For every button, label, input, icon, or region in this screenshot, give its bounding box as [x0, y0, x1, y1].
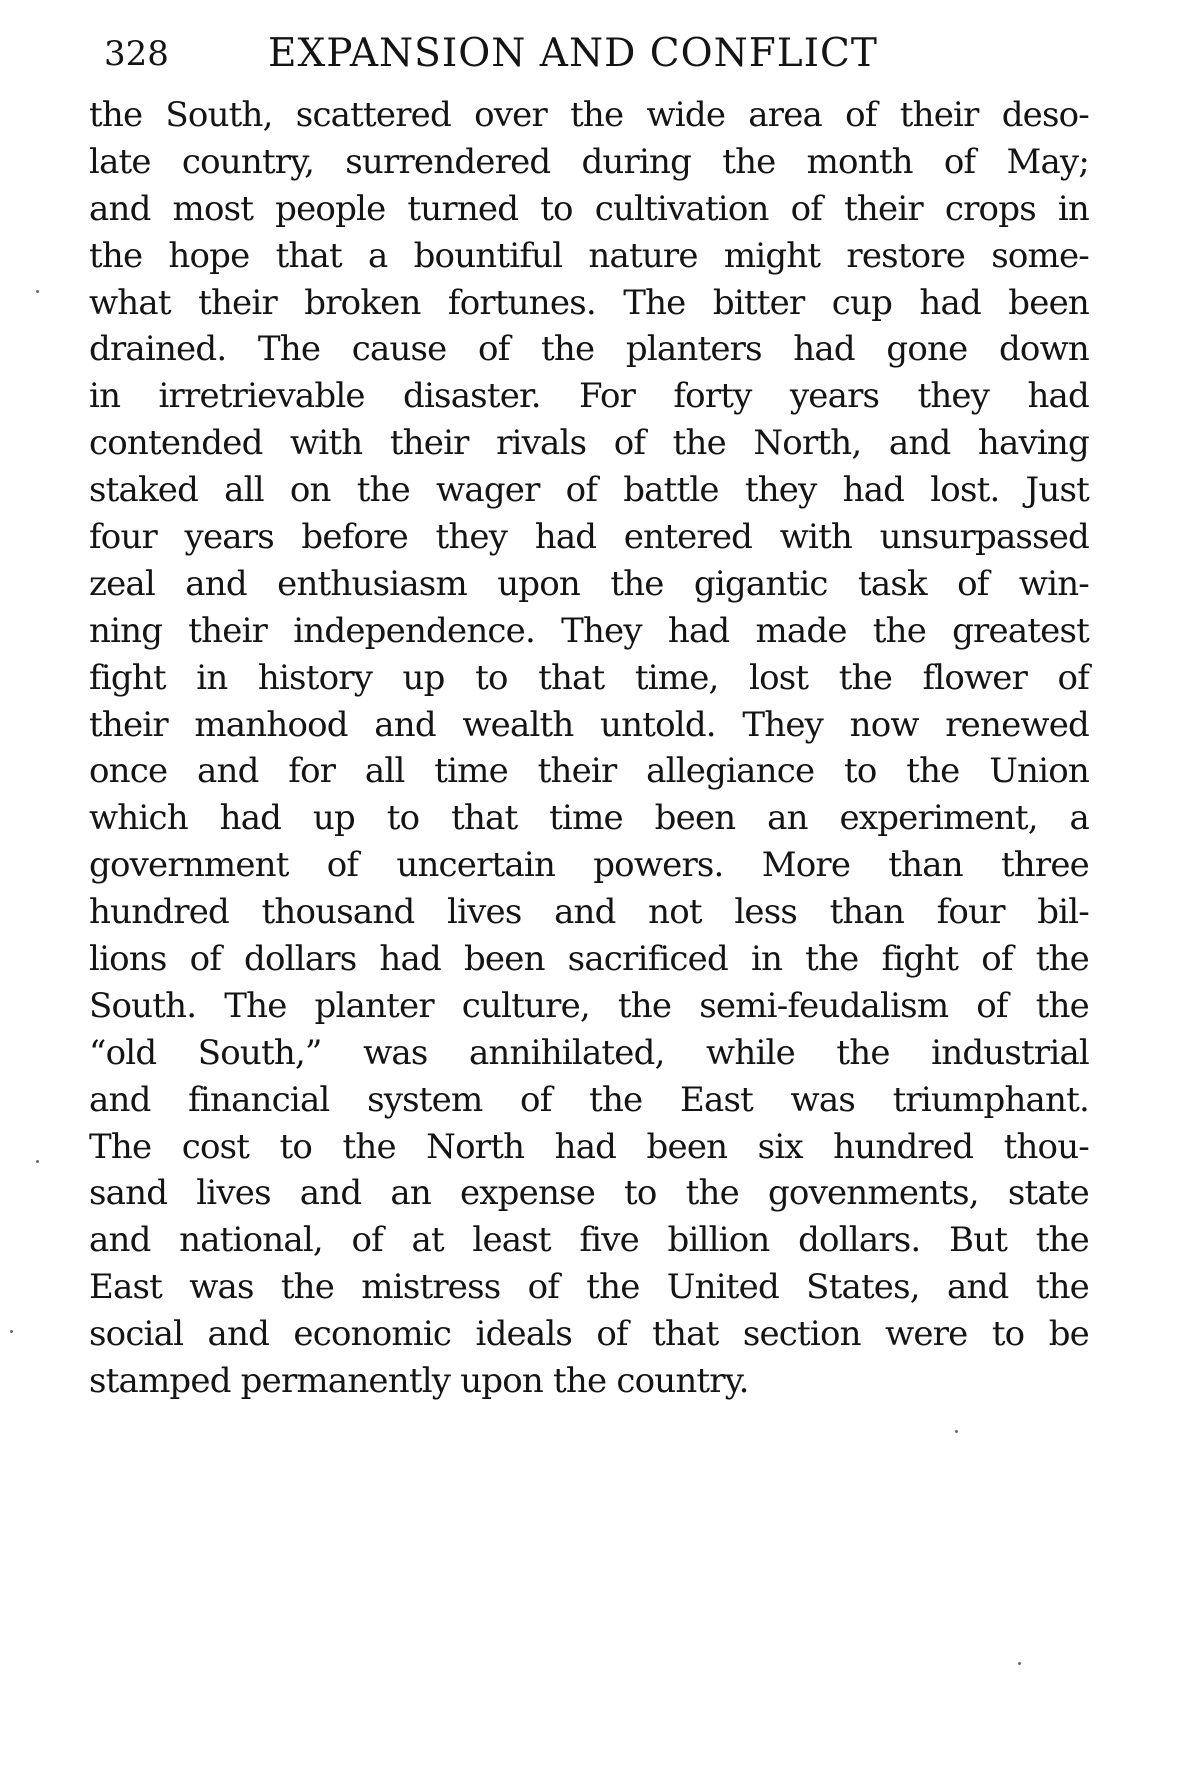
text-line: social and economic ideals of that section were to be	[89, 1314, 1089, 1355]
scan-speck	[1018, 1662, 1021, 1665]
text-line: The cost to the North had been six hundred thou-	[89, 1126, 1089, 1167]
text-line: fight in history up to that time, lost the flower of	[89, 657, 1089, 698]
text-line: “old South,” was annihilated, while the industrial	[89, 1032, 1089, 1073]
text-line: and financial system of the East was triumphant.	[89, 1079, 1089, 1120]
text-line: and national, of at least five billion dollars. But the	[89, 1220, 1089, 1261]
text-line: government of uncertain powers. More than three	[89, 845, 1089, 886]
running-head	[104, 24, 1064, 84]
text-line: once and for all time their allegiance to the Union	[89, 751, 1089, 792]
text-line: hundred thousand lives and not less than four bil-	[89, 892, 1089, 933]
text-line: what their broken fortunes. The bitter cup had been	[89, 282, 1089, 323]
text-line: late country, surrendered during the month of May;	[89, 141, 1089, 182]
text-line: lions of dollars had been sacrificed in the fight of the	[89, 939, 1089, 980]
scan-speck	[36, 1160, 39, 1163]
text-line: stamped permanently upon the country.	[89, 1361, 749, 1402]
text-line: the South, scattered over the wide area of their deso-	[89, 95, 1089, 135]
running-title: EXPANSION AND CONFLICT	[268, 31, 878, 76]
text-line: which had up to that time been an experiment, a	[89, 798, 1089, 839]
body-paragraph	[89, 92, 1089, 1405]
text-line: staked all on the wager of battle they had lost. Just	[89, 470, 1089, 511]
text-line: East was the mistress of the United States, and the	[89, 1267, 1089, 1308]
text-line: contended with their rivals of the North, and having	[89, 423, 1089, 464]
text-line: and most people turned to cultivation of their crops in	[89, 188, 1089, 229]
text-line: ning their independence. They had made the greatest	[89, 610, 1089, 651]
scan-speck	[10, 1330, 13, 1333]
page-number: 328	[104, 34, 169, 74]
scan-speck	[36, 290, 39, 293]
text-line: four years before they had entered with unsurpassed	[89, 517, 1089, 558]
text-line: in irretrievable disaster. For forty years they had	[89, 376, 1089, 417]
text-line: sand lives and an expense to the govenments, state	[89, 1173, 1089, 1214]
text-line: the hope that a bountiful nature might restore some-	[89, 235, 1089, 276]
text-line: their manhood and wealth untold. They now renewed	[89, 704, 1089, 745]
scan-speck	[955, 1430, 958, 1433]
text-line: South. The planter culture, the semi-feudalism of the	[89, 985, 1089, 1026]
text-line: zeal and enthusiasm upon the gigantic task of win-	[89, 563, 1089, 604]
text-line: drained. The cause of the planters had gone down	[89, 329, 1089, 370]
